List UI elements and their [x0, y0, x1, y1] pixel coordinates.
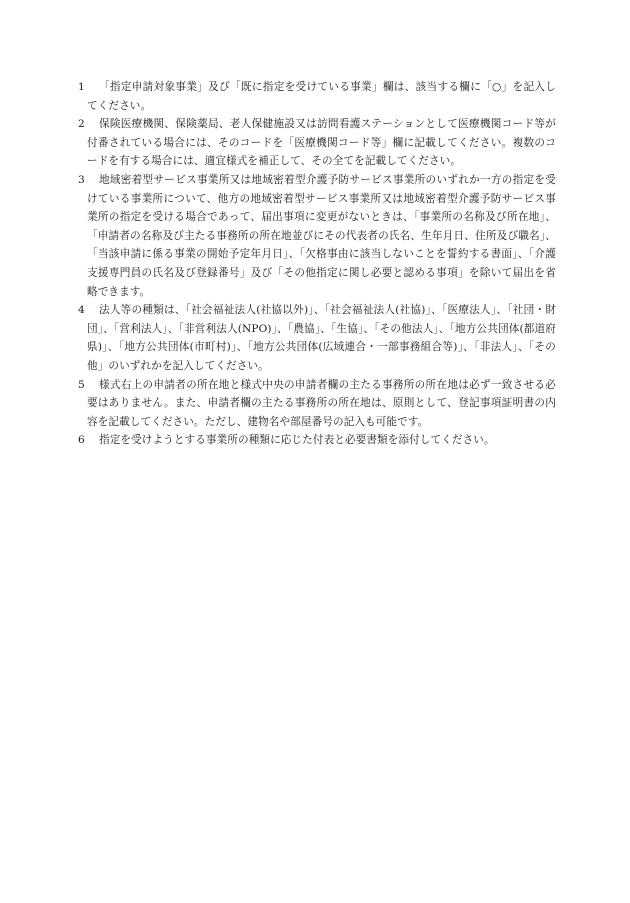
note-text: 指定を受けようとする事業所の種類に応じた付表と必要書類を添付してください。 [99, 434, 495, 447]
note-text: 地域密着型サービス事業所又は地域密着型介護予防サービス事業所のいずれか一方の指定を受けている事業所について、他方の地域密着型サービス事業所又は地域密着型介護予防サービス事業所の指定を受ける場合であって、届出事項に変更がないときは、「事業所の名称及び所在地」、「申請者の名称及び主たる事務所の所在地並びにその代表者の氏名、生年月日、住所及び職名」、「当該申請に係る事業の開始予定年月日」、「欠格事由に該当しないことを誓約する書面」、「介護支援専門員の氏名及び登録番号」及び「その他指定に関し必要と認める事項」を除いて届出を省略できます。 [87, 173, 556, 298]
note-item [78, 301, 556, 375]
note-text: 法人等の種類は、「社会福祉法人(社協以外)」、「社会福祉法人(社協)」、「医療法人」、「社団・財団」、「営利法人」、「非営利法人(NPO)」、「農協」、「生協」、「その他法人」、「地方公共団体(都道府県)」、「地方公共団体(市町村)」、「地方公共団体(広域連合・一部事務組合等)」、「非法人」、「その他」のいずれかを記入してください。 [87, 304, 556, 372]
note-number: 2 [78, 118, 85, 131]
note-text: 「指定申請対象事業」及び「既に指定を受けている事業」欄は、該当する欄に「○」を記入してください。 [87, 81, 556, 112]
note-number: 5 [78, 378, 85, 391]
note-number: 3 [78, 173, 85, 186]
note-item [78, 171, 556, 301]
note-number: 4 [78, 304, 85, 317]
note-number: 1 [78, 81, 85, 93]
note-text: 様式右上の申請者の所在地と様式中央の申請者欄の主たる事務所の所在地は必ず一致させる必要はありません。また、申請者欄の主たる事務所の所在地は、原則として、登記事項証明書の内容を記載してください。ただし、建物名や部屋番号の記入も可能です。 [87, 378, 556, 428]
note-item [78, 78, 556, 115]
notes-list [78, 78, 556, 450]
note-text: 保険医療機関、保険薬局、老人保健施設又は訪問看護ステーションとして医療機関コード等が付番されている場合には、そのコードを「医療機関コード等」欄に記載してください。複数のコードを有する場合には、適宜様式を補正して、その全てを記載してください。 [87, 118, 556, 168]
note-number: 6 [78, 434, 85, 447]
note-item [78, 115, 556, 171]
note-item [78, 431, 556, 450]
note-item [78, 376, 556, 432]
